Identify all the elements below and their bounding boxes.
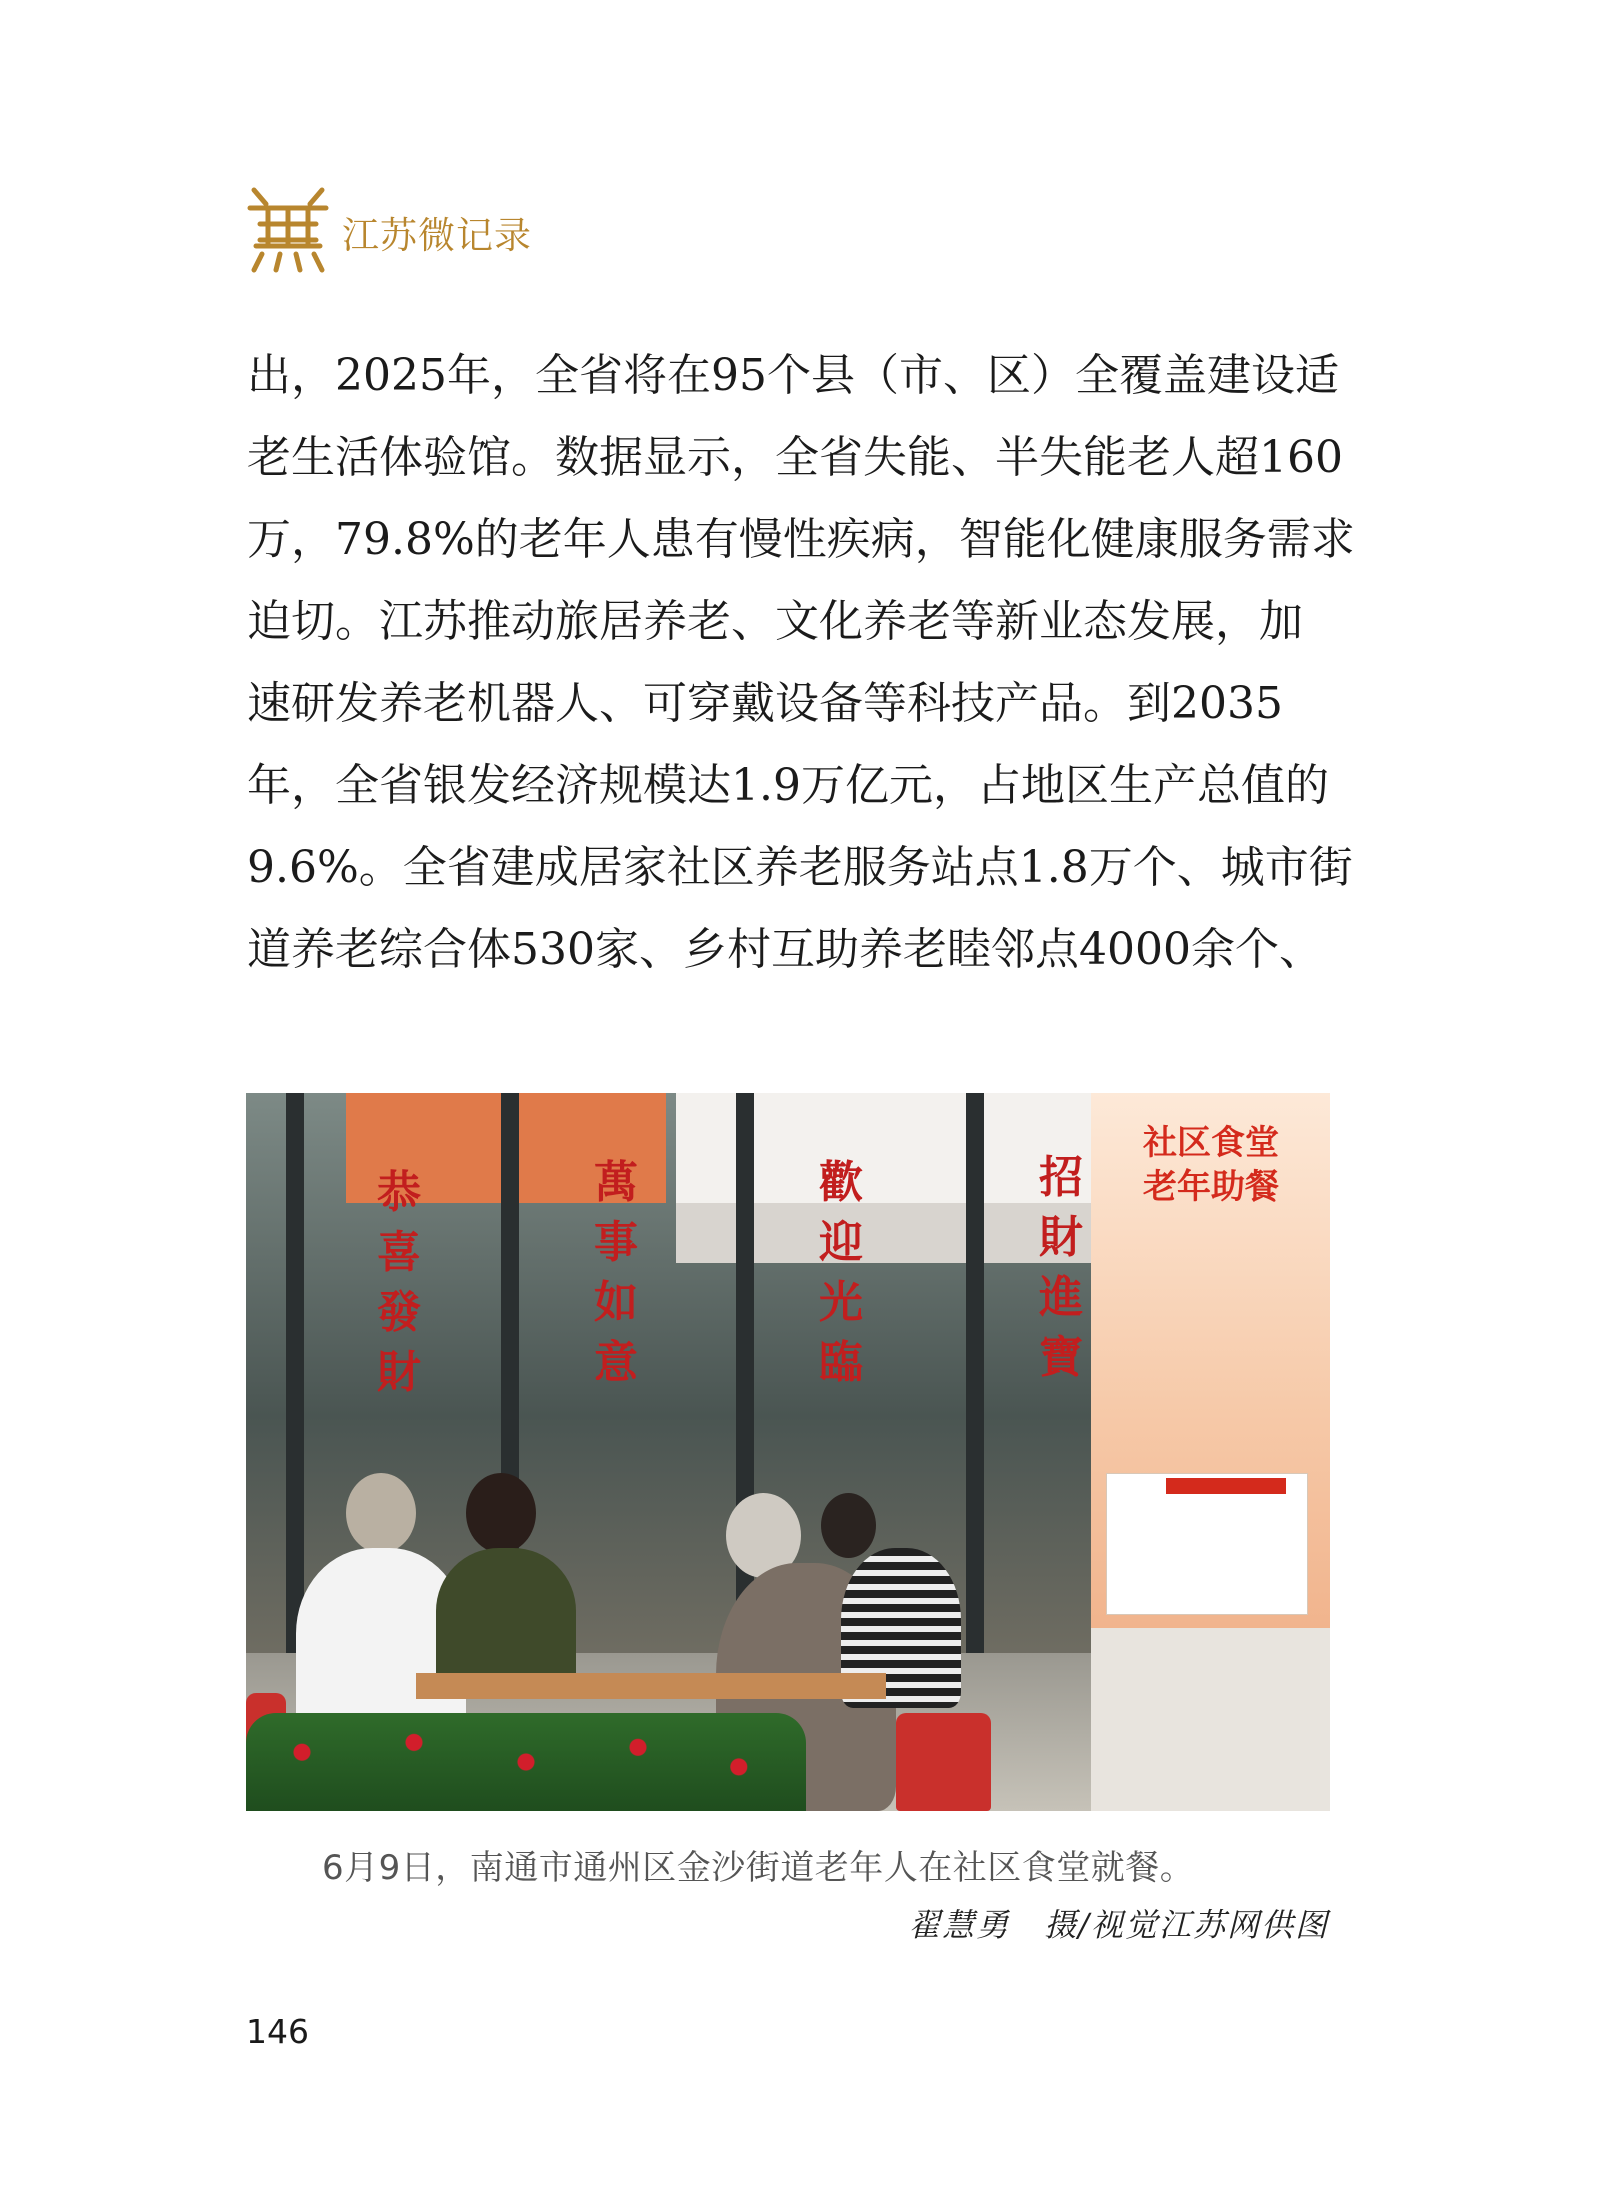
photo-caption: 6月9日，南通市通州区金沙街道老年人在社区食堂就餐。 bbox=[322, 1848, 1195, 1888]
body-line: 迫切。江苏推动旅居养老、文化养老等新业态发展，加 bbox=[247, 596, 1303, 647]
poster-table-header bbox=[1166, 1478, 1286, 1494]
page-number: 146 bbox=[246, 2012, 309, 2051]
diner-head bbox=[346, 1473, 416, 1553]
window-decal-text: 歡 迎 光 臨 bbox=[819, 1157, 863, 1388]
article-body bbox=[247, 335, 1355, 991]
body-line: 万，79.8%的老年人患有慢性疾病，智能化健康服务需求 bbox=[247, 514, 1355, 565]
body-line: 老生活体验馆。数据显示，全省失能、半失能老人超160 bbox=[247, 432, 1343, 483]
window-decal-text: 招 財 進 寶 bbox=[1039, 1152, 1083, 1383]
body-line: 道养老综合体530家、乡村互助养老睦邻点4000余个、 bbox=[247, 924, 1323, 975]
body-line: 速研发养老机器人、可穿戴设备等科技产品。到2035 bbox=[247, 678, 1283, 729]
jiangsu-emblem-icon bbox=[246, 184, 330, 274]
community-canteen-photo bbox=[246, 1093, 1330, 1811]
floor bbox=[1091, 1628, 1330, 1811]
body-line: 出，2025年，全省将在95个县（市、区）全覆盖建设适 bbox=[247, 350, 1339, 401]
diner-head bbox=[466, 1473, 536, 1553]
photo-credit: 翟慧勇 摄/视觉江苏网供图 bbox=[908, 1906, 1329, 1944]
window-decal-text: 恭 喜 發 財 bbox=[377, 1167, 421, 1398]
diner bbox=[436, 1548, 576, 1688]
window-decal-text: 萬 事 如 意 bbox=[594, 1157, 638, 1388]
poster-title: 社区食堂 bbox=[1143, 1123, 1279, 1163]
dining-table bbox=[416, 1673, 886, 1699]
section-title: 江苏微记录 bbox=[342, 214, 532, 257]
body-line: 9.6%。全省建成居家社区养老服务站点1.8万个、城市街 bbox=[247, 842, 1353, 893]
red-chair bbox=[896, 1713, 991, 1811]
flower-planter bbox=[246, 1713, 806, 1811]
body-line: 年，全省银发经济规模达1.9万亿元，占地区生产总值的 bbox=[247, 760, 1329, 811]
poster-subtitle: 老年助餐 bbox=[1143, 1167, 1279, 1207]
poster-price-table bbox=[1106, 1473, 1308, 1615]
diner-head bbox=[821, 1493, 876, 1558]
